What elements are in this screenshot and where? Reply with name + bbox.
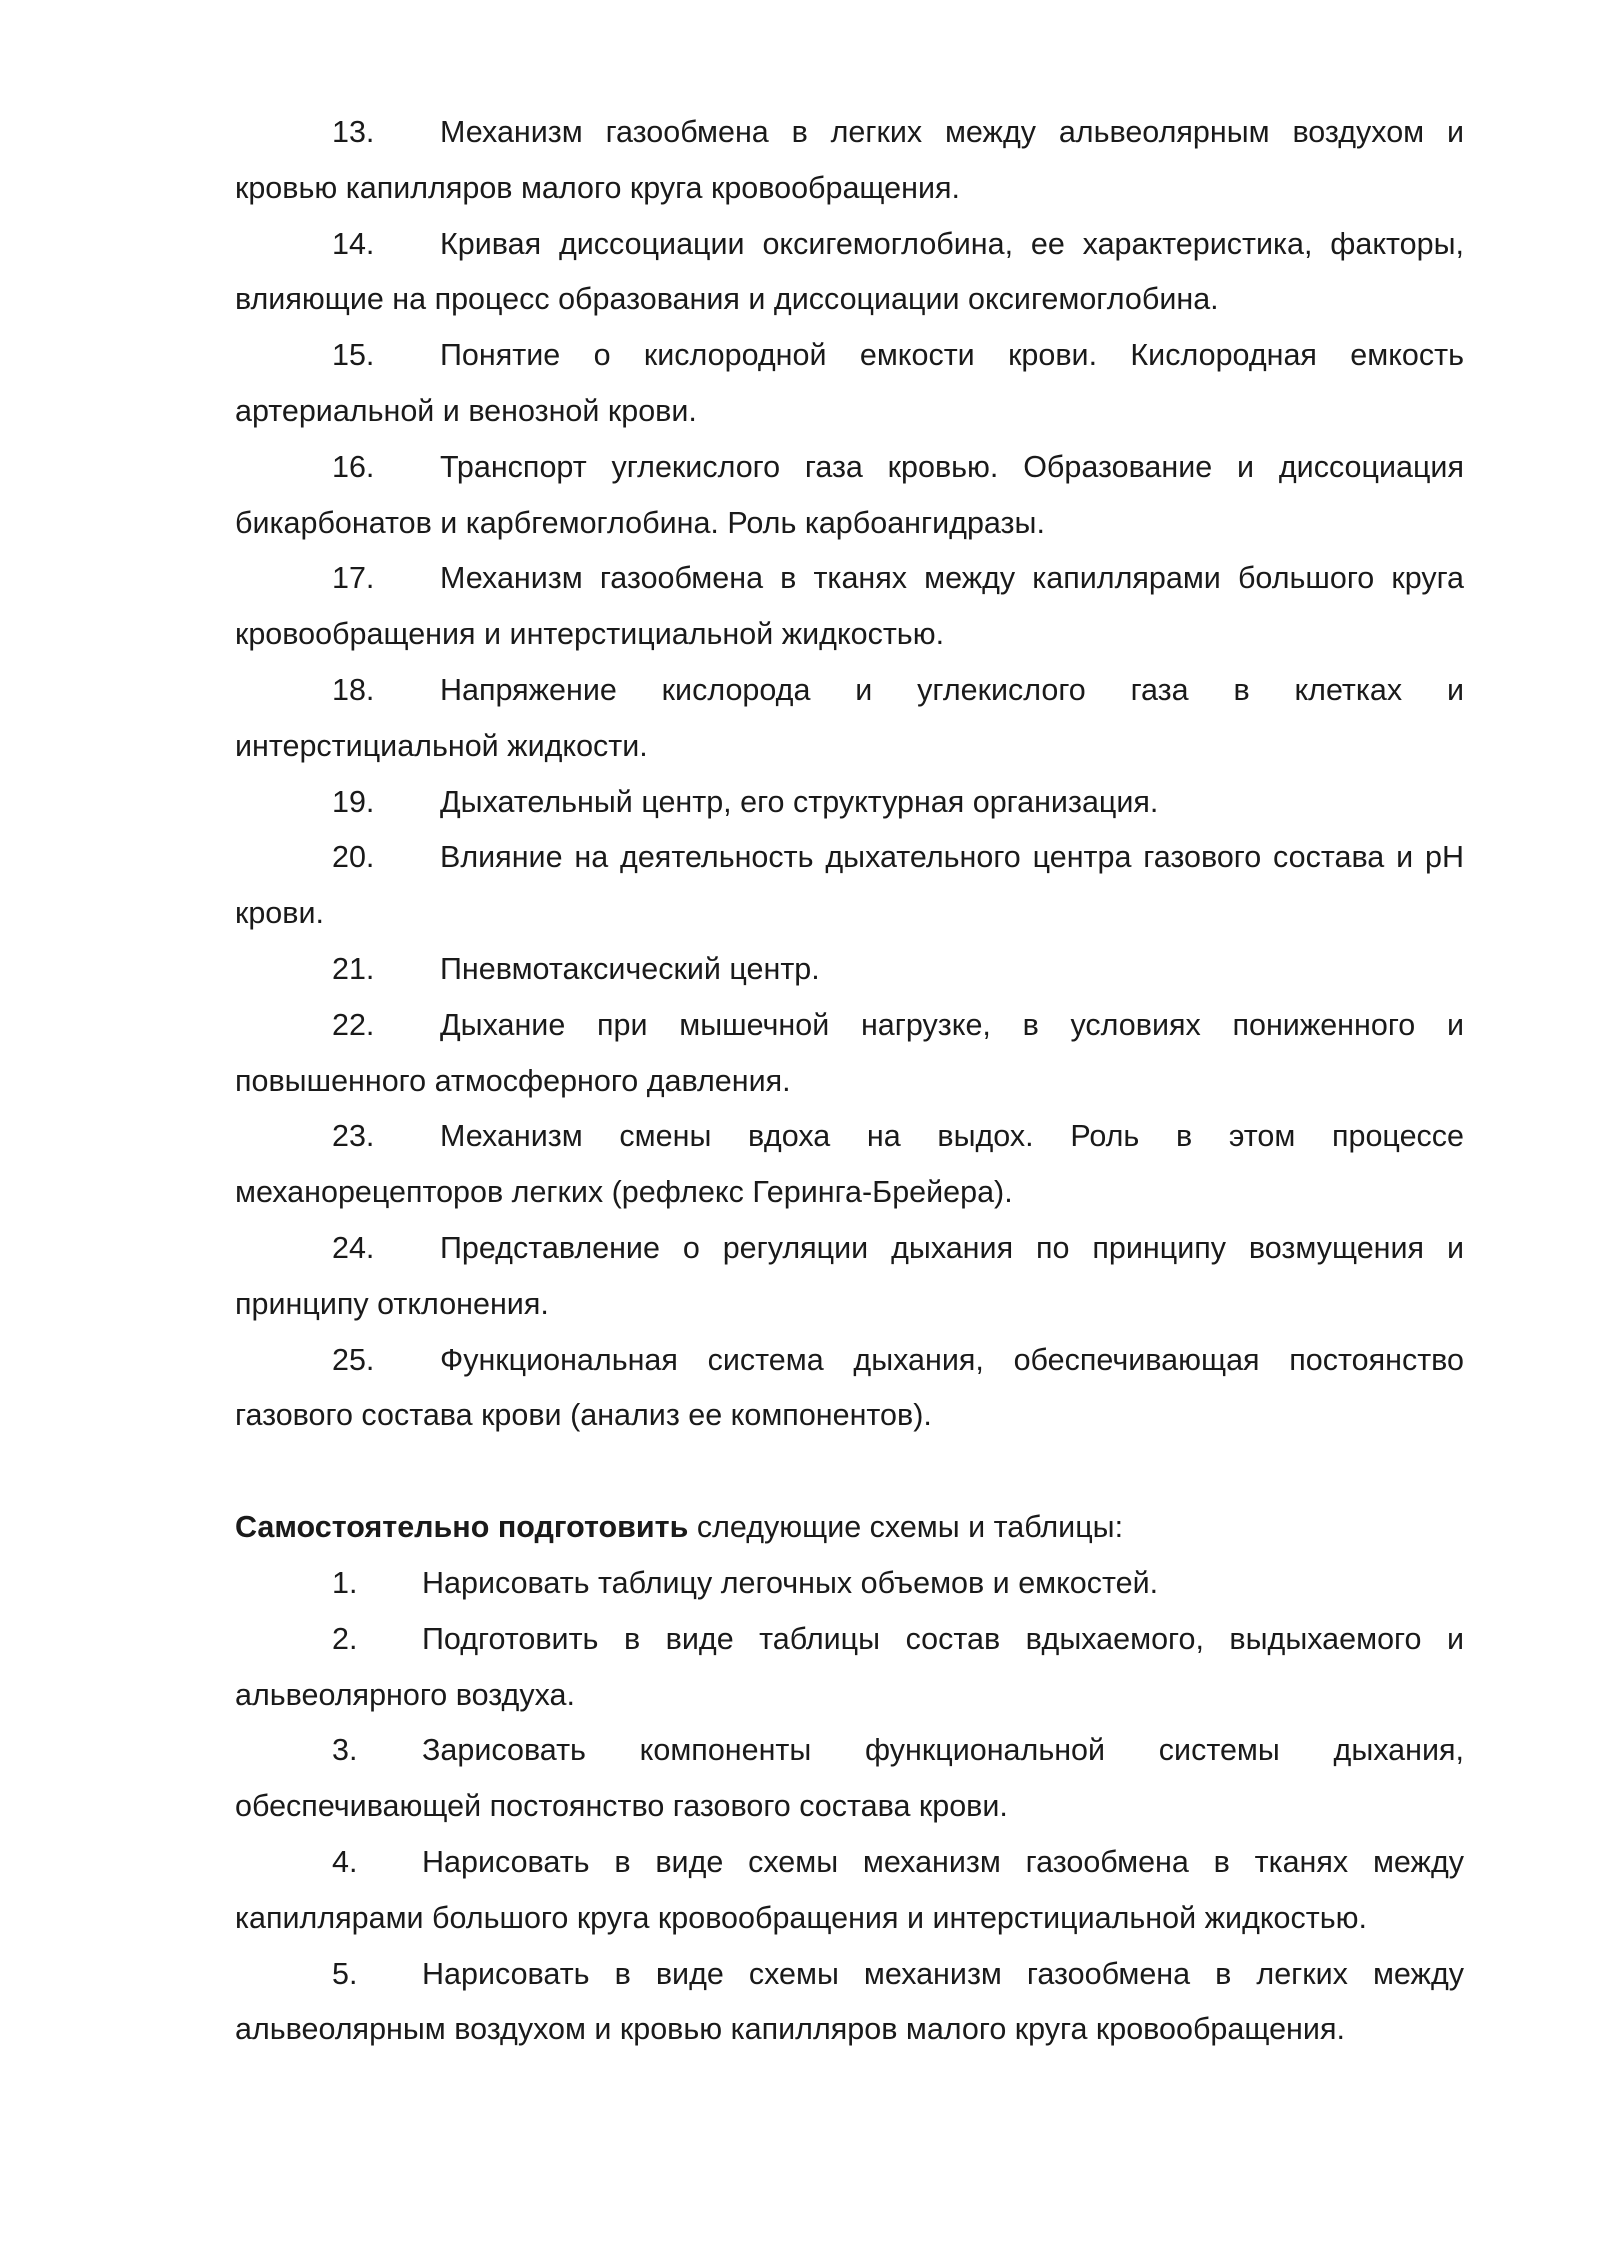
question-item-text: Механизм газообмена в тканях между капиллярами большого круга кровообращения и интерстициальной жидкостью. [235, 561, 1464, 652]
question-item-number: 14. [332, 226, 375, 261]
question-item-number: 19. [332, 784, 375, 819]
section-heading-rest: следующие схемы и таблицы: [688, 1510, 1124, 1545]
section-gap [235, 1444, 1464, 1500]
question-item-text: Влияние на деятельность дыхательного центра газового состава и pH крови. [235, 840, 1464, 931]
question-list [235, 105, 1464, 1444]
question-item-number: 13. [332, 115, 375, 149]
question-item-text: Пневмотаксический центр. [440, 951, 820, 986]
question-item-number: 22. [332, 1007, 375, 1042]
task-item-number: 3. [332, 1733, 358, 1768]
question-item-number: 16. [332, 449, 375, 484]
question-item-text: Механизм газообмена в легких между альвеолярным воздухом и кровью капилляров малого круга кровообращения. [235, 115, 1464, 205]
question-item [235, 775, 1464, 831]
question-item-text: Кривая диссоциации оксигемоглобина, ее характеристика, факторы, влияющие на процесс образования и диссоциации оксигемоглобина. [235, 226, 1464, 317]
task-item-text: Нарисовать в виде схемы механизм газообмена в легких между альвеолярным воздухом и кровью капилляров малого круга кровообращения. [235, 1956, 1464, 2047]
question-item [235, 830, 1464, 942]
question-item [235, 551, 1464, 663]
question-item [235, 942, 1464, 998]
question-item [235, 998, 1464, 1110]
question-item-number: 15. [332, 338, 375, 373]
question-item-text: Дыхание при мышечной нагрузке, в условиях пониженного и повышенного атмосферного давления. [235, 1007, 1464, 1098]
question-item-text: Понятие о кислородной емкости крови. Кислородная емкость артериальной и венозной крови. [235, 338, 1464, 428]
question-item-number: 20. [332, 840, 375, 875]
page-content [235, 105, 1464, 2058]
question-item-number: 18. [332, 672, 375, 707]
question-item-text: Механизм смены вдоха на выдох. Роль в этом процессе механорецепторов легких (рефлекс Геринга-Брейера). [235, 1119, 1464, 1210]
question-item-number: 17. [332, 561, 375, 596]
question-item-text: Функциональная система дыхания, обеспечивающая постоянство газового состава крови (анализ ее компонентов). [235, 1342, 1464, 1433]
question-item-text: Транспорт углекислого газа кровью. Образование и диссоциация бикарбонатов и карбгемоглобина. Роль карбоангидразы. [235, 449, 1464, 540]
question-item [235, 105, 1464, 217]
question-item-number: 21. [332, 951, 375, 986]
task-item-text: Зарисовать компоненты функциональной системы дыхания, обеспечивающей постоянство газового состава крови. [235, 1733, 1464, 1824]
question-item [235, 1333, 1464, 1445]
question-item [235, 328, 1464, 440]
task-item-number: 2. [332, 1621, 358, 1656]
section-heading-bold: Самостоятельно подготовить [235, 1510, 689, 1545]
question-item [235, 1109, 1464, 1221]
question-item-text: Напряжение кислорода и углекислого газа в клетках и интерстициальной жидкости. [235, 672, 1464, 763]
section-heading [235, 1500, 1464, 1556]
task-item-text: Нарисовать таблицу легочных объемов и емкостей. [422, 1565, 1159, 1600]
question-item-text: Дыхательный центр, его структурная организация. [440, 784, 1159, 819]
task-item [235, 1835, 1464, 1947]
task-list [235, 1556, 1464, 2058]
question-item-number: 23. [332, 1119, 375, 1154]
task-item [235, 1612, 1464, 1724]
task-item [235, 1723, 1464, 1835]
question-item-text: Представление о регуляции дыхания по принципу возмущения и принципу отклонения. [235, 1230, 1464, 1321]
task-item-number: 5. [332, 1956, 358, 1991]
question-item-number: 25. [332, 1342, 375, 1377]
task-item-text: Нарисовать в виде схемы механизм газообмена в тканях между капиллярами большого круга кровообращения и интерстициальной жидкостью. [235, 1844, 1464, 1935]
question-item [235, 1221, 1464, 1333]
task-item [235, 1556, 1464, 1612]
task-item-text: Подготовить в виде таблицы состав вдыхаемого, выдыхаемого и альвеолярного воздуха. [235, 1621, 1464, 1712]
task-item [235, 1947, 1464, 2059]
question-item-number: 24. [332, 1230, 375, 1265]
question-item [235, 663, 1464, 775]
task-item-number: 4. [332, 1844, 358, 1879]
question-item [235, 440, 1464, 552]
question-item [235, 217, 1464, 329]
task-item-number: 1. [332, 1565, 358, 1600]
